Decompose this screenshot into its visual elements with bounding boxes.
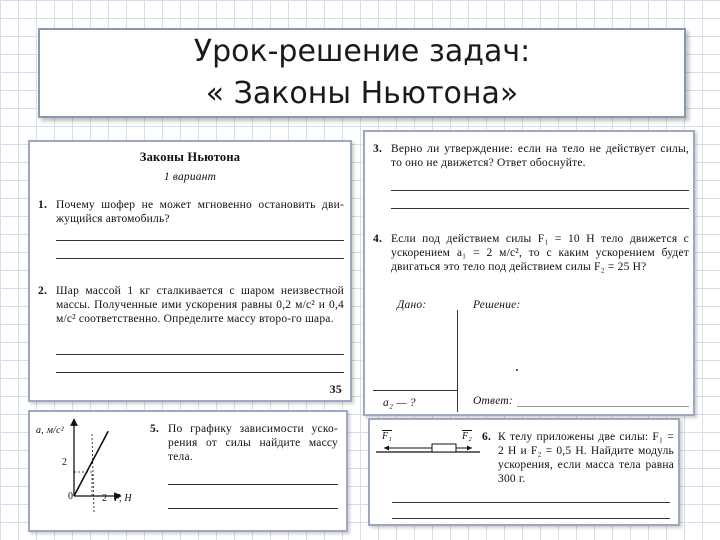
given-label: Дано: (397, 299, 427, 311)
question-3-number: 3. (373, 143, 383, 155)
question-6-text: К телу приложены две силы: F₁ = 2 Н и F₂ = 0,5 Н. Найдите модуль ускорения, если масса тела равна 300 г. (498, 431, 674, 485)
question-4-text: Если под действием силы F₁ = 10 Н тело движется с ускорением a₁ = 2 м/с², то с каким ускорением будет двигаться это тело под действием силы F₂ = 25 Н? (391, 233, 689, 273)
origin-label: 0 (68, 491, 74, 502)
worksheet-panel-2 (363, 130, 695, 416)
solution-label: Решение: (473, 299, 521, 311)
given-divider (457, 310, 458, 412)
question-3-text: Верно ли утверждение: если на тело не действует силы, то оно не движется? Ответ обоснуйте. (391, 143, 689, 169)
x-axis-label: F, Н (114, 493, 132, 504)
answer-line (391, 190, 689, 191)
question-1-number: 1. (38, 199, 48, 211)
answer-label: Ответ: (473, 395, 513, 407)
y-tick-label: 2 (62, 457, 68, 468)
dot-mark: · (515, 365, 520, 377)
given-underline (373, 390, 457, 391)
force-1-label: F₁ (382, 431, 392, 442)
x-tick-label: 2 (102, 493, 108, 504)
extension-dashed-line (92, 434, 94, 512)
answer-line (168, 484, 338, 485)
answer-line (391, 208, 689, 209)
slide-title-box (38, 28, 686, 118)
arrowhead (467, 446, 472, 451)
question-1-text: Почему шофер не может мгновенно остановить дви-жущийся автомобиль? (56, 199, 344, 225)
answer-line (168, 508, 338, 509)
answer-line (392, 502, 670, 503)
question-4-number: 4. (373, 233, 383, 245)
data-line (74, 431, 108, 496)
worksheet-panel-1 (28, 140, 352, 402)
question-5-text: По графику зависимости уско-рения от силы найдите массу тела. (168, 423, 338, 463)
body-block (432, 444, 456, 452)
arrowhead (384, 446, 389, 451)
answer-line (56, 240, 344, 241)
question-6-number: 6. (482, 431, 492, 443)
answer-line (56, 354, 344, 355)
force-2-label: F₂ (462, 431, 472, 442)
question-2-text: Шар массой 1 кг сталкивается с шаром неизвестной массы. Полученные ими ускорения равны 0,2 м/с² и 0,4 м/с² соответственно. Определите массу второ-го шара. (56, 285, 344, 325)
worksheet-panel-4 (368, 418, 680, 526)
worksheet-heading: Законы Ньютона (139, 150, 241, 164)
slide-title-line2: « Законы Ньютона» (205, 76, 519, 111)
slide-title-line1: Урок-решение задач: (193, 34, 531, 69)
page-number: 35 (329, 382, 342, 396)
worksheet-panel-3 (28, 410, 348, 532)
answer-line (392, 518, 670, 519)
unknown-label: a₂ — ? (383, 397, 416, 409)
variant-label: 1 вариант (163, 171, 217, 183)
question-2-number: 2. (38, 285, 48, 297)
answer-line (56, 258, 344, 259)
question-5-number: 5. (150, 423, 160, 435)
answer-line (517, 406, 689, 407)
answer-line (56, 372, 344, 373)
y-axis-label: a, м/с² (36, 425, 64, 436)
